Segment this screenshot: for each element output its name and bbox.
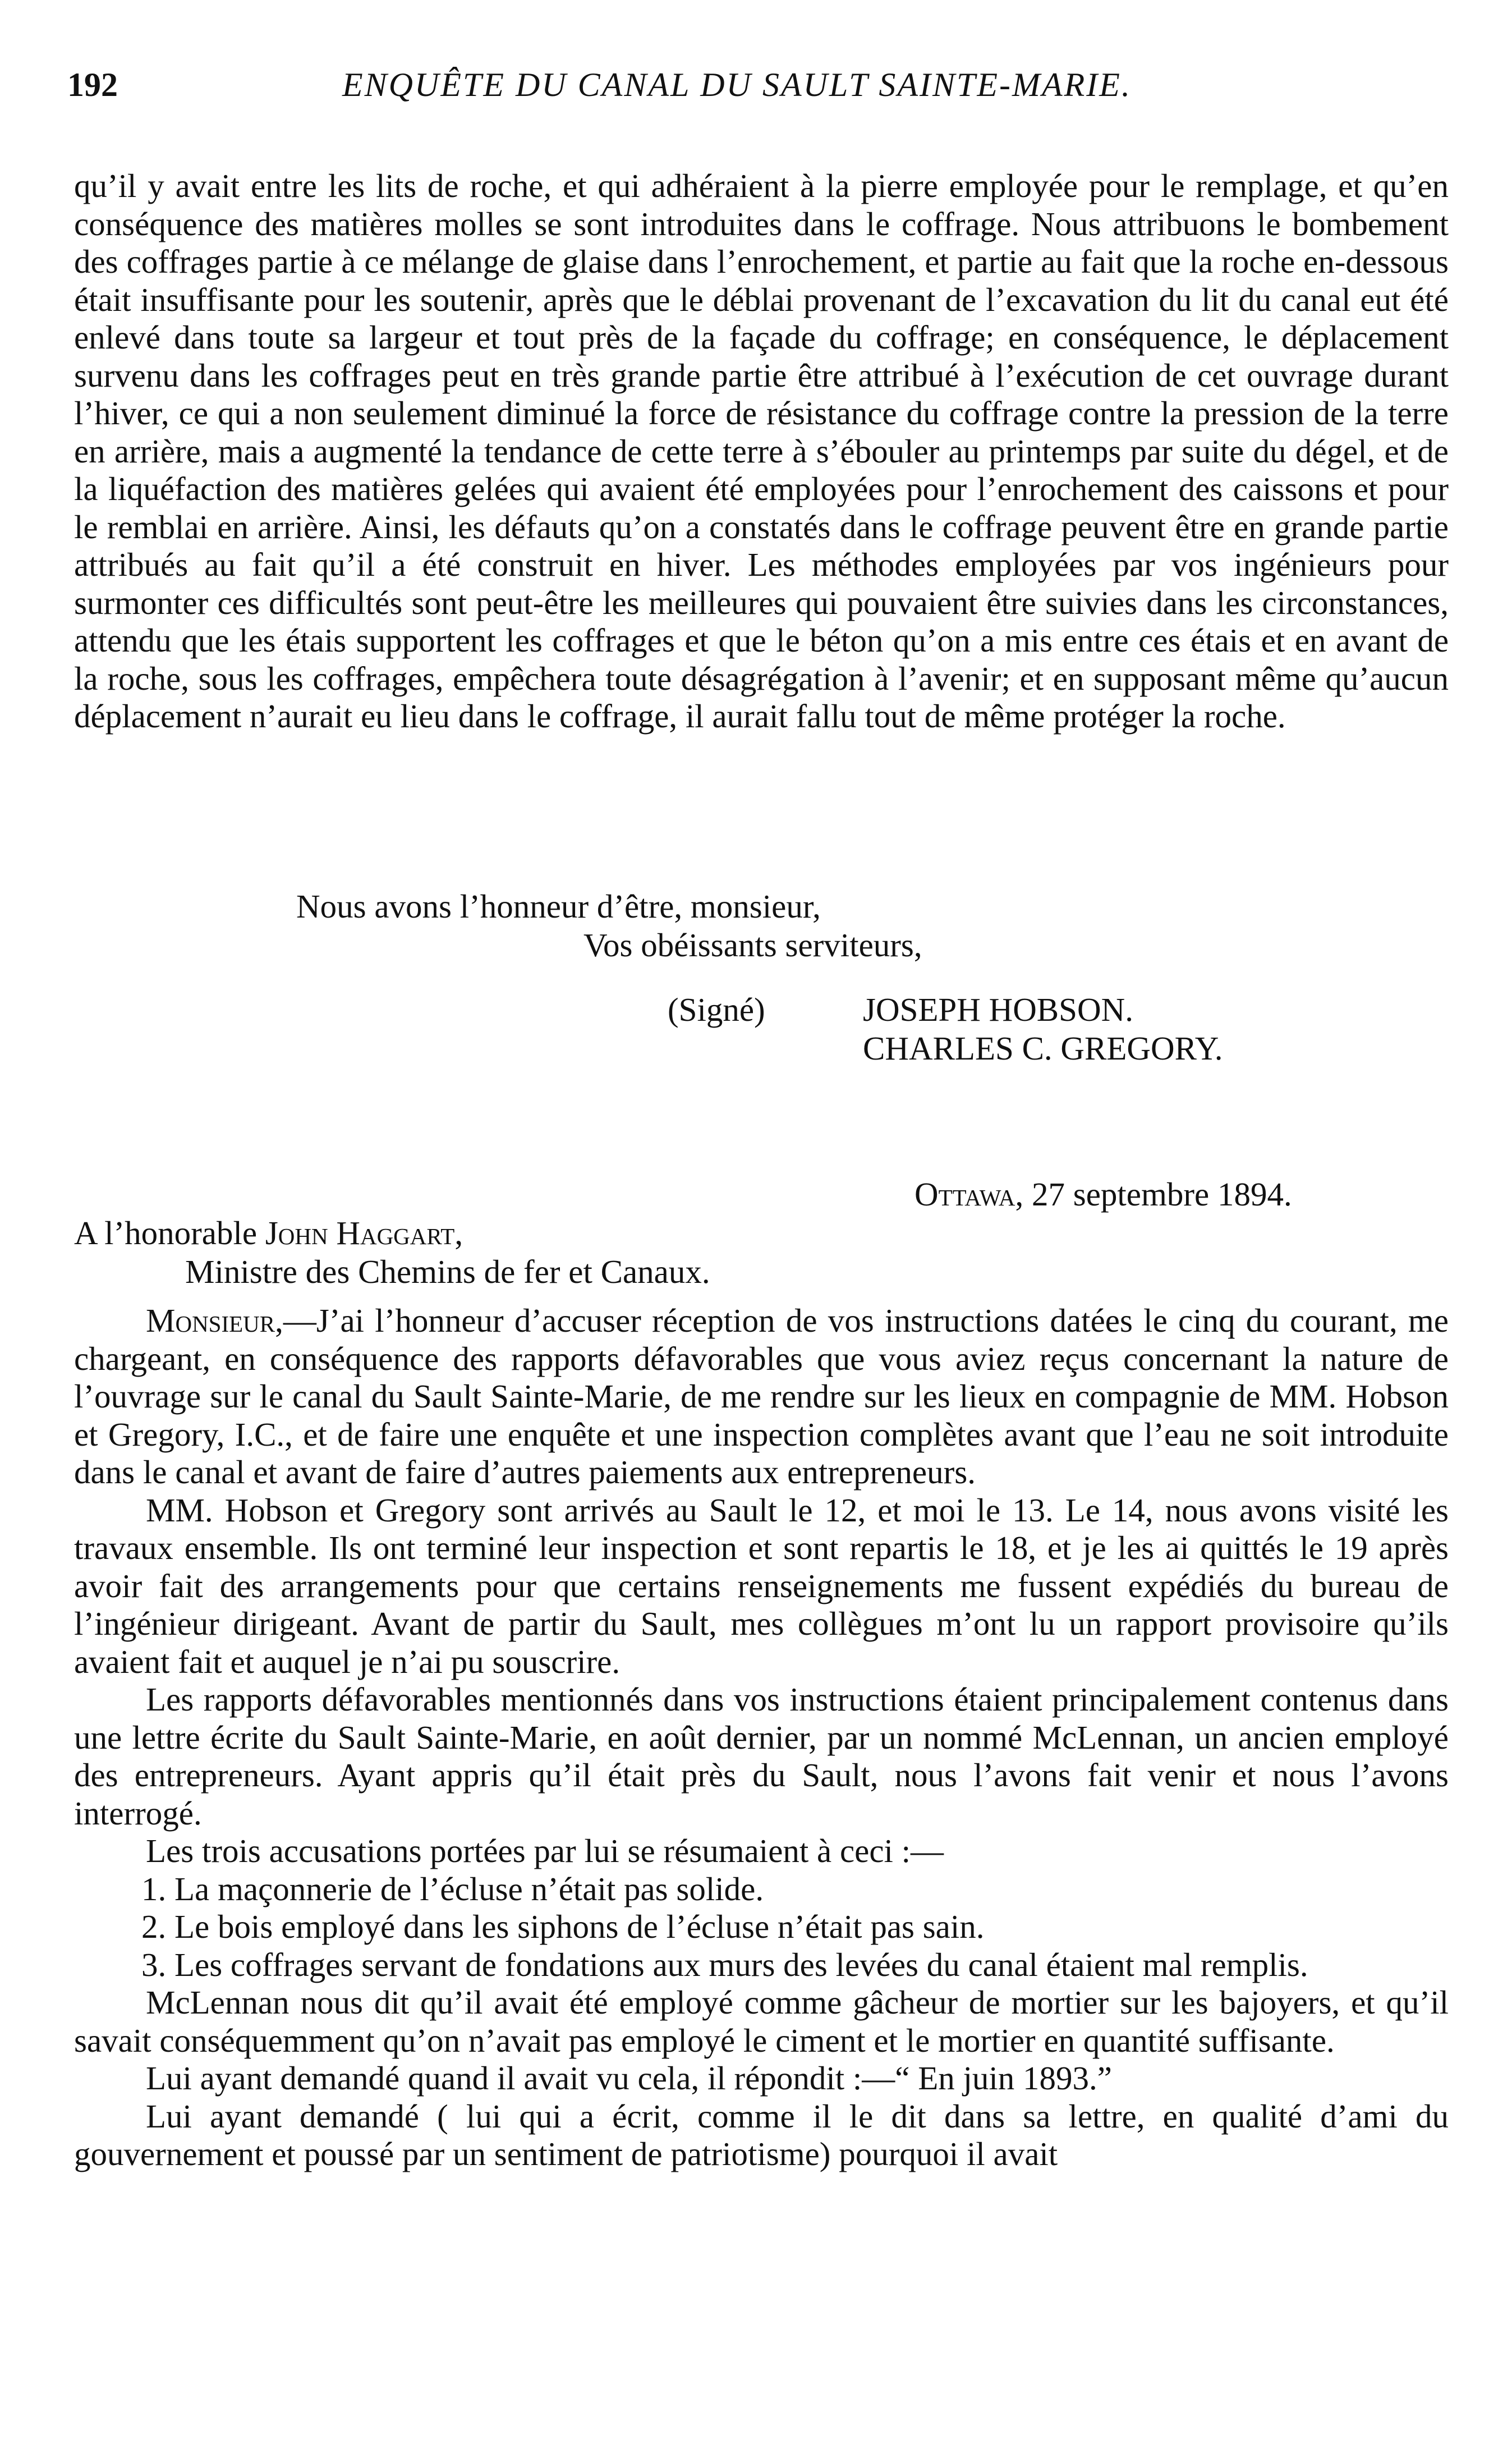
list-item-2: 2. Le bois employé dans les siphons de l’écluse n’était pas sain. bbox=[141, 1908, 985, 1945]
dateline-place: Ottawa, bbox=[914, 1176, 1024, 1213]
list-item-1: 1. La maçonnerie de l’écluse n’était pas solide. bbox=[141, 1870, 764, 1907]
paragraph-7: Lui ayant demandé ( lui qui a écrit, comme il le dit dans sa lettre, en qualité d’ami du gouvernement et poussé par un sentiment de patriotisme) pourquoi il avait bbox=[74, 2097, 1449, 2172]
letter2-body bbox=[74, 1302, 1449, 2173]
paragraph-4: Les trois accusations portées par lui se résumaient à ceci :— bbox=[146, 1832, 944, 1869]
salutation: Monsieur, bbox=[146, 1302, 283, 1339]
dateline-date: 27 septembre 1894. bbox=[1032, 1176, 1292, 1213]
list-item-3: 3. Les coffrages servant de fondations aux murs des levées du canal étaient mal remplis. bbox=[141, 1946, 1308, 1983]
running-head: ENQUÊTE DU CANAL DU SAULT SAINTE-MARIE. bbox=[342, 66, 1132, 103]
closing-line-2: Vos obéissants serviteurs, bbox=[583, 927, 922, 964]
paragraph-6: Lui ayant demandé quand il avait vu cela, il répondit :—“ En juin 1893.” bbox=[146, 2060, 1112, 2097]
paragraph-2: MM. Hobson et Gregory sont arrivés au Sault le 12, et moi le 13. Le 14, nous avons visité les travaux ensemble. Ils ont terminé leur inspection et sont repartis le 18, et je les ai quittés le 19 après avoir fait des arrangements pour que certains renseignements me fussent expédiés du bureau de l’ingénieur dirigeant. Avant de partir du Sault, mes collègues m’ont lu un rapport provisoire qu’ils avaient fait et auquel je n’ai pu souscrire. bbox=[74, 1491, 1449, 1680]
page-header bbox=[67, 66, 1447, 111]
letter1-body bbox=[74, 167, 1449, 736]
paragraph-3: Les rapports défavorables mentionnés dans vos instructions étaient principalement contenus dans une lettre écrite du Sault Sainte-Marie, en août dernier, par un nommé McLennan, un ancien employé des entrepreneurs. Ayant appris qu’il était près du Sault, nous l’avons fait venir et nous l’avons interrogé. bbox=[74, 1681, 1449, 1832]
letter1-paragraph: qu’il y avait entre les lits de roche, et qui adhéraient à la pierre employée pour le remplage, et qu’en conséquence des matières molles se sont introduites dans le coffrage. Nous attribuons le bombement des coffrages partie à ce mélange de glaise dans l’enrochement, et partie au fait que la roche en-dessous était insuffisante pour les soutenir, après que le déblai provenant de l’excavation du lit du canal eut été enlevé dans toute sa largeur et tout près de la façade du coffrage; en conséquence, le déplacement survenu dans les coffrages peut en très grande partie être attribué à l’exécution de cet ouvrage durant l’hiver, ce qui a non seulement diminué la force de résistance du coffrage contre la pression de la terre en arrière, mais a augmenté la tendance de cette terre à s’ébouler au printemps par suite du dégel, et de la liquéfaction des matières gelées qui avaient été employées pour l’enrochement des caissons et pour le remblai en arrière. Ainsi, les défauts qu’on a constatés dans le coffrage peuvent être en grande partie attribués au fait qu’il a été construit en hiver. Les méthodes employées par vos ingénieurs pour surmonter ces difficultés sont peut-être les meilleures qui pouvaient être suivies dans les circonstances, attendu que les étais supportent les coffrages et que le béton qu’on a mis entre ces étais et en avant de la roche, sous les coffrages, empêchera toute désagrégation à l’avenir; et en supposant même qu’aucun déplacement n’aurait eu lieu dans le coffrage, il aurait fallu tout de même protéger la roche. bbox=[74, 167, 1449, 735]
addressee bbox=[74, 1214, 463, 1253]
paragraph-5: McLennan nous dit qu’il avait été employé comme gâcheur de mortier sur les bajoyers, et qu’il savait conséquemment qu’on n’avait pas employé le ciment et le mortier en quantité suffisante. bbox=[74, 1984, 1449, 2059]
paragraph-1-text: —J’ai l’honneur d’accuser réception de vos instructions datées le cinq du courant, me chargeant, en conséquence des rapports défavorables que vous aviez reçus concernant la nature de l’ouvrage sur le canal du Sault Sainte-Marie, de me rendre sur les lieux en compagnie de MM. Hobson et Gregory, I.C., et de faire une enquête et une inspection complètes avant que l’eau ne soit introduite dans le canal et avant de faire d’autres paiements aux entrepreneurs. bbox=[74, 1302, 1449, 1491]
addressee-prefix: A l’honorable bbox=[74, 1214, 265, 1251]
signed-label: (Signé) bbox=[668, 991, 765, 1028]
closing-line-1: Nous avons l’honneur d’être, monsieur, bbox=[296, 888, 821, 925]
signatory-1: JOSEPH HOBSON. bbox=[863, 991, 1133, 1028]
paragraph-1 bbox=[74, 1302, 1449, 1492]
dateline bbox=[914, 1176, 1292, 1214]
signatory-2: CHARLES C. GREGORY. bbox=[863, 1030, 1223, 1067]
page-number: 192 bbox=[67, 66, 118, 103]
addressee-title: Ministre des Chemins de fer et Canaux. bbox=[185, 1253, 710, 1290]
addressee-name: John Haggart, bbox=[265, 1214, 463, 1251]
